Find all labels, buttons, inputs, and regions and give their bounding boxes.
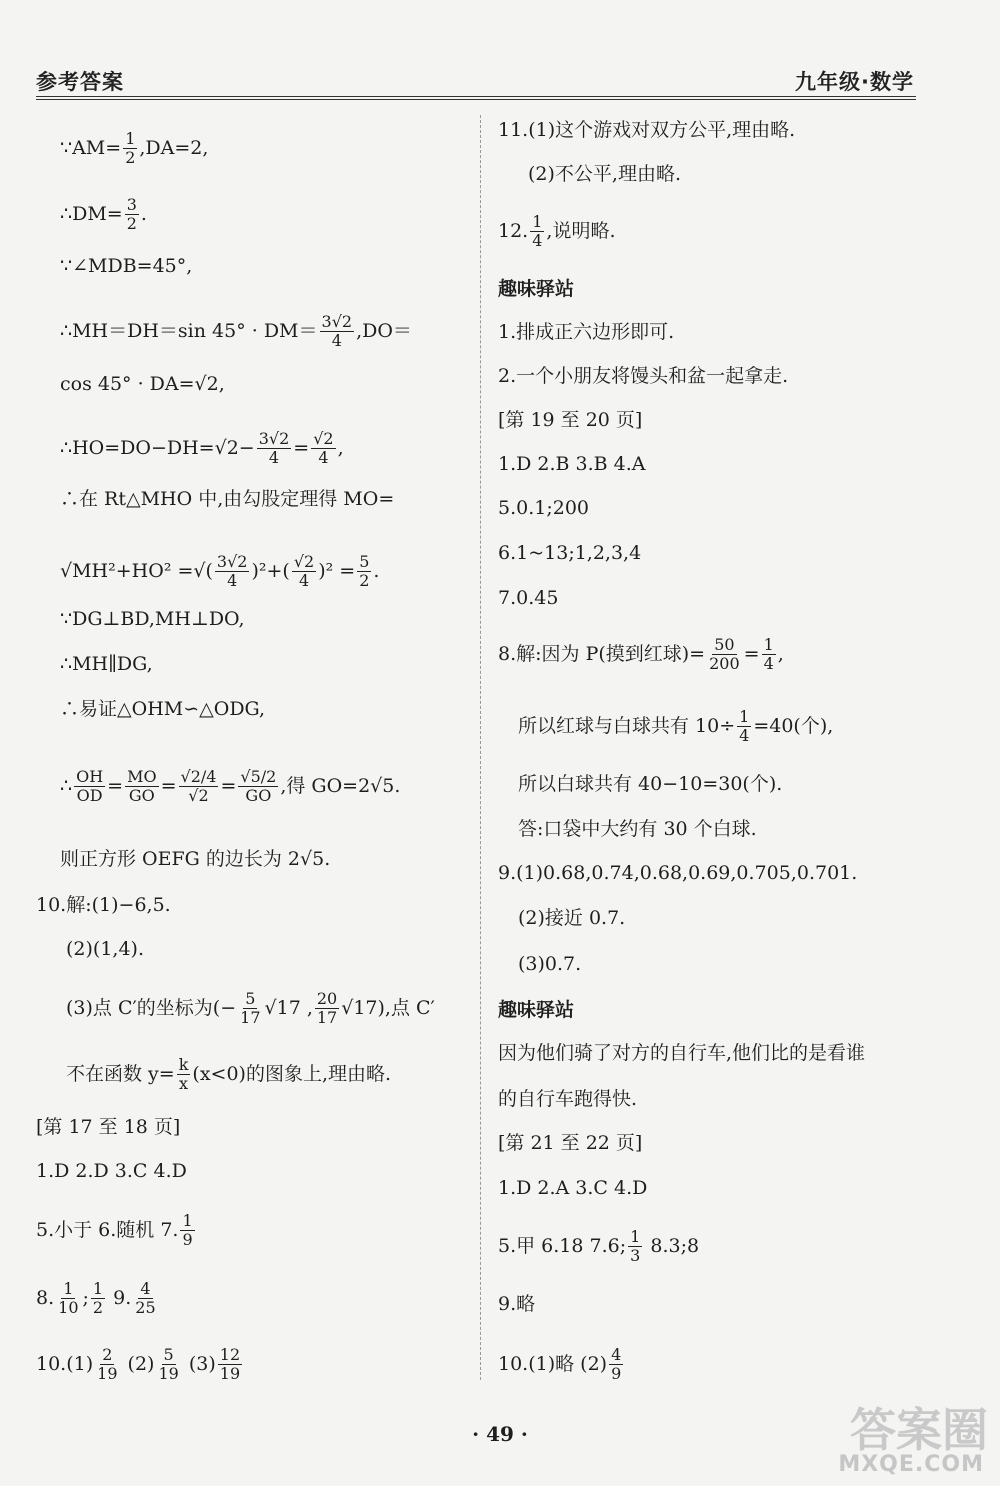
line-r13: 所以红球与白球共有 10÷ $\frac{1}{4}$ =40(个), [518,707,834,746]
line-r10: 6.1~13;1,2,3,4 [498,542,642,564]
fraction: $\frac{1}{4}$ [532,212,543,251]
section-title-fun-2: 趣味驿站 [498,999,575,1021]
line-l22: 10.(1) $\frac{2}{19}$ (2) $\frac{5}{19}$ (3) $\frac{12}{19}$ [36,1345,241,1384]
line-l19: 1.D 2.D 3.C 4.D [36,1160,187,1182]
line-r26: 10.(1)略 (2) $\frac{4}{9}$ [498,1345,622,1384]
fraction: $\frac{√2}{4}$ [313,429,334,468]
header-right-title: 九年级·数学 [795,70,914,94]
line-r25: 9.略 [498,1293,536,1315]
line-r23: 1.D 2.A 3.C 4.D [498,1177,648,1199]
section-title-fun: 趣味驿站 [498,278,575,300]
line-l8: √MH²+HO² =√( $\frac{3√2}{4}$ )²+( $\frac{√2}{4}$ )² = $\frac{5}{2}$ . [60,552,380,591]
line-l17: 不在函数 y= $\frac{k}{x}$ (x<0)的图象上,理由略. [66,1055,392,1094]
line-l6: ∴HO=DO−DH=√2− $\frac{3√2}{4}$ = $\frac{√2}{4}$ , [60,429,344,468]
header-rule [36,96,916,100]
fraction: $\frac{12}{19}$ [219,1345,241,1384]
header-left-title: 参考答案 [36,70,124,94]
line-r17: (2)接近 0.7. [518,907,626,929]
line-l10: ∴MH∥DG, [60,653,153,675]
fraction: $\frac{1}{2}$ [125,129,136,168]
line-l16: (3)点 C′的坐标为(− $\frac{5}{17}$ √17 , $\frac{20}{17}$ √17),点 C′ [66,989,435,1028]
watermark-url: MXQE.COM [838,1452,984,1477]
fraction: $\frac{3√2}{4}$ [321,312,353,351]
line-r15: 答:口袋中大约有 30 个白球. [518,818,757,840]
line-r6: 2.一个小朋友将馒头和盆一起拿走. [498,365,789,387]
line-l12: ∴ $\frac{OH}{OD}$ = $\frac{MO}{GO}$ = $\frac{√2/4}{√2}$ = $\frac{√5/2}{GO}$ ,得 GO=2√5. [60,767,401,806]
fraction: $\frac{1}{4}$ [763,635,774,674]
fraction: $\frac{k}{x}$ [178,1055,189,1094]
line-r2: (2)不公平,理由略. [528,163,681,185]
line-r3: 12. $\frac{1}{4}$ ,说明略. [498,212,616,251]
fraction: $\frac{20}{17}$ [316,989,338,1028]
fraction: $\frac{OH}{OD}$ [76,767,104,806]
fraction: $\frac{5}{2}$ [359,552,370,591]
line-r14: 所以白球共有 40−10=30(个). [518,773,783,795]
line-l15: (2)(1,4). [66,938,144,960]
fraction: $\frac{√2/4}{√2}$ [180,767,217,806]
line-l3: ∵∠MDB=45°, [60,255,193,277]
line-l18: [第 17 至 18 页] [36,1116,181,1138]
line-l21: 8. $\frac{1}{10}$ ; $\frac{1}{2}$ 9. $\frac{4}{25}$ [36,1279,156,1318]
fraction: $\frac{√2}{4}$ [293,552,315,591]
line-r8: 1.D 2.B 3.B 4.A [498,453,646,475]
fraction: $\frac{2}{19}$ [97,1345,118,1384]
fraction: $\frac{3√2}{4}$ [216,552,248,591]
fraction: $\frac{1}{4}$ [739,707,750,746]
column-divider [480,115,481,1380]
line-r7: [第 19 至 20 页] [498,409,643,431]
line-r18: (3)0.7. [518,953,582,975]
fraction: $\frac{1}{2}$ [92,1279,104,1318]
line-r1: 11.(1)这个游戏对双方公平,理由略. [498,119,796,141]
fraction: $\frac{√5/2}{GO}$ [240,767,277,806]
line-r22: [第 21 至 22 页] [498,1132,643,1154]
line-r12: 8.解:因为 P(摸到红球)= $\frac{50}{200}$ = $\frac{1}{4}$ , [498,635,784,674]
line-l4: ∴MH＝DH＝sin 45° · DM＝ $\frac{3√2}{4}$ ,DO＝ [60,312,412,351]
line-r9: 5.0.1;200 [498,497,590,519]
fraction: $\frac{1}{10}$ [58,1279,79,1318]
fraction: $\frac{4}{25}$ [135,1279,156,1318]
fraction: $\frac{5}{19}$ [158,1345,179,1384]
fraction: $\frac{3√2}{4}$ [258,429,290,468]
page-number: · 49 · [472,1422,528,1446]
line-l9: ∵DG⊥BD,MH⊥DO, [60,608,245,630]
line-r20: 因为他们骑了对方的自行车,他们比的是看谁 [498,1042,866,1064]
line-l20: 5.小于 6.随机 7. $\frac{1}{9}$ [36,1211,193,1250]
line-l5: cos 45° · DA=√2, [60,373,225,395]
line-r24: 5.甲 6.18 7.6; $\frac{1}{3}$ 8.3;8 [498,1227,700,1266]
fraction: $\frac{1}{9}$ [182,1211,193,1250]
line-r16: 9.(1)0.68,0.74,0.68,0.69,0.705,0.701. [498,862,858,884]
line-l14: 10.解:(1)−6,5. [36,894,171,916]
fraction: $\frac{3}{2}$ [126,195,137,234]
watermark-logo: 答案圈 [850,1403,988,1457]
fraction: $\frac{MO}{GO}$ [127,767,157,806]
line-l11: ∴易证△OHM∽△ODG, [60,698,266,720]
line-r21: 的自行车跑得快. [498,1088,638,1110]
fraction: $\frac{50}{200}$ [709,635,740,674]
fraction: $\frac{4}{9}$ [611,1345,622,1384]
line-l2: ∴DM= $\frac{3}{2}$ . [60,195,147,234]
line-l7: ∴在 Rt△MHO 中,由勾股定理得 MO= [60,488,395,510]
line-l1: ∵AM= $\frac{1}{2}$ ,DA=2, [60,129,209,168]
fraction: $\frac{5}{17}$ [240,989,261,1028]
line-l13: 则正方形 OEFG 的边长为 2√5. [60,848,331,870]
fraction: $\frac{1}{3}$ [630,1227,641,1266]
line-r11: 7.0.45 [498,587,559,609]
line-r5: 1.排成正六边形即可. [498,321,675,343]
